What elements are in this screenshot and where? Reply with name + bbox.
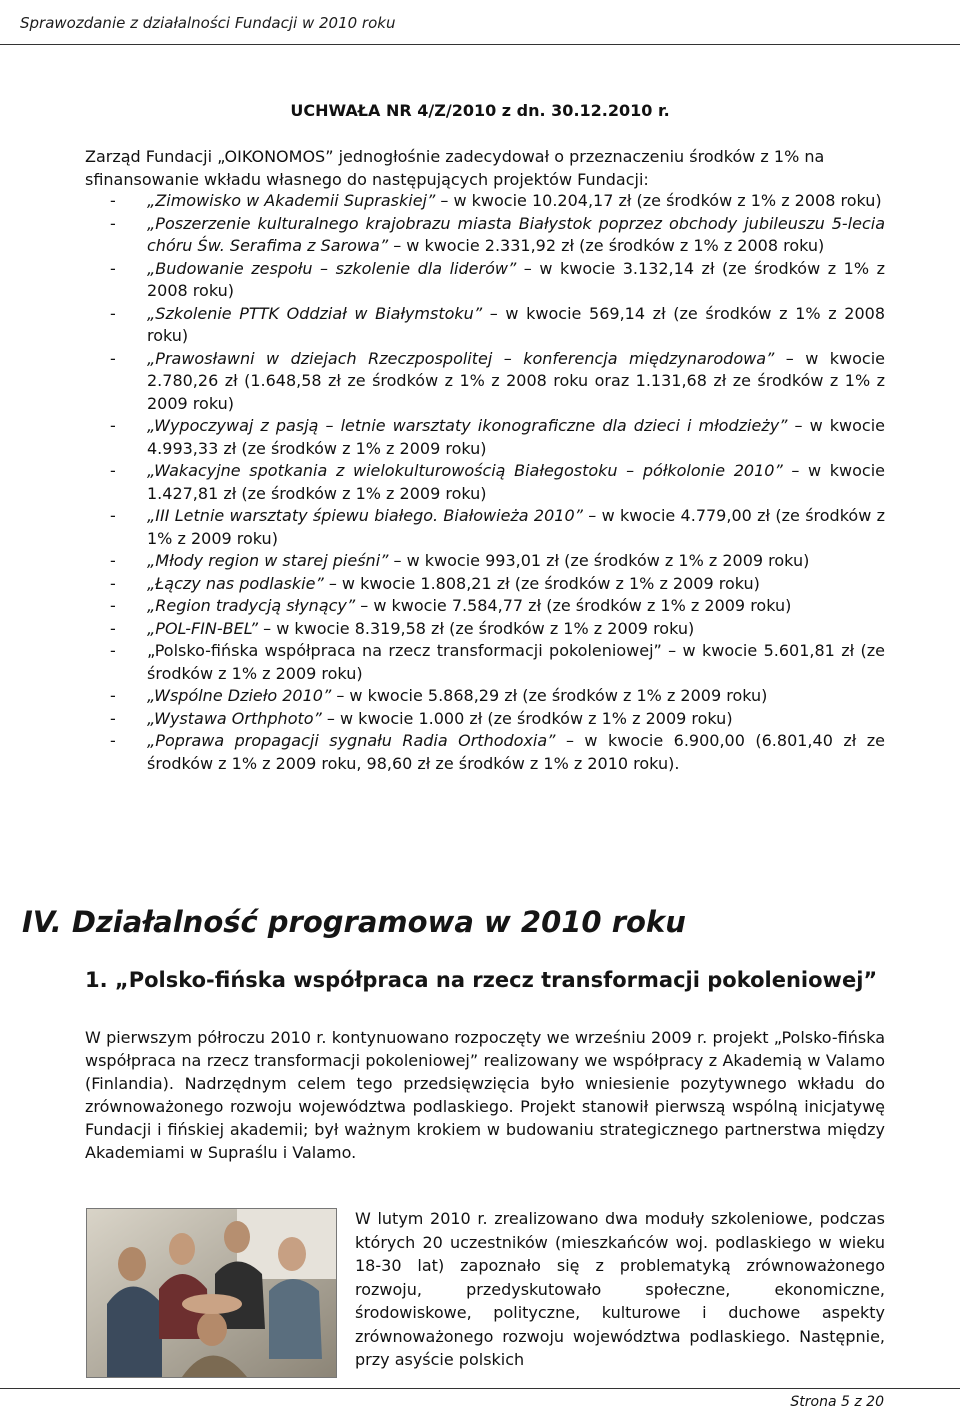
project-details: – w kwocie 1.808,21 zł (ze środków z 1% z 2009 roku) bbox=[323, 573, 760, 593]
list-dash: - bbox=[110, 461, 116, 480]
list-item bbox=[110, 190, 885, 213]
list-dash: - bbox=[110, 551, 116, 570]
footer-divider bbox=[0, 1388, 960, 1389]
project-name: „POL-FIN-BEL” bbox=[147, 618, 259, 638]
project-name: „Łączy nas podlaskie” bbox=[147, 573, 324, 593]
project-name: „Wspólne Dzieło 2010” bbox=[147, 686, 332, 705]
project-name: „Polsko-fińska współpraca na rzecz transformacji pokoleniowej” bbox=[147, 641, 662, 660]
list-dash: - bbox=[110, 686, 116, 705]
project-name: „Prawosławni w dziejach Rzeczpospolitej – konferencja międzynarodowa” bbox=[147, 348, 775, 368]
subsection-title: 1. „Polsko-fińska współpraca na rzecz transformacji pokoleniowej” bbox=[85, 968, 878, 992]
list-dash: - bbox=[110, 416, 116, 435]
list-item bbox=[110, 730, 885, 775]
list-dash: - bbox=[110, 618, 116, 638]
list-dash: - bbox=[110, 573, 116, 593]
running-header: Sprawozdanie z działalności Fundacji w 2010 roku bbox=[20, 14, 396, 32]
list-item bbox=[110, 348, 885, 416]
project-details: – w kwocie 1.000 zł (ze środków z 1% z 2009 roku) bbox=[321, 708, 733, 728]
project-name: „III Letnie warsztaty śpiewu białego. Białowieża 2010” bbox=[147, 506, 583, 525]
list-item bbox=[110, 618, 885, 641]
list-dash: - bbox=[110, 213, 116, 233]
project-name: „Poszerzenie kulturalnego krajobrazu miasta Białystok poprzez obchody jubileuszu 5-lecia chóru Św. Serafima z Sarowa” bbox=[147, 213, 885, 255]
project-details: – w kwocie 2.331,92 zł (ze środków z 1% z 2008 roku) bbox=[388, 236, 825, 255]
project-details: – w kwocie 5.601,81 zł (ze środków z 1% z 2009 roku) bbox=[147, 641, 885, 683]
page-number: Strona 5 z 20 bbox=[790, 1394, 884, 1410]
project-name: „Budowanie zespołu – szkolenie dla liderów” bbox=[147, 258, 517, 278]
project-details: – w kwocie 569,14 zł (ze środków z 1% z 2008 roku) bbox=[147, 303, 885, 345]
list-dash: - bbox=[110, 596, 116, 615]
project-name: „Wystawa Orthphoto” bbox=[147, 708, 322, 728]
list-dash: - bbox=[110, 641, 116, 660]
resolution-title: UCHWAŁA NR 4/Z/2010 z dn. 30.12.2010 r. bbox=[290, 101, 670, 120]
list-item bbox=[110, 550, 885, 573]
project-details: – w kwocie 10.204,17 zł (ze środków z 1% z 2008 roku) bbox=[435, 191, 882, 210]
list-item bbox=[110, 213, 885, 258]
project-details: – w kwocie 3.132,14 zł (ze środków z 1% z 2008 roku) bbox=[147, 258, 885, 300]
project-name: „Poprawa propagacji sygnału Radia Orthodoxia” bbox=[147, 731, 556, 750]
project-name: „Wypoczywaj z pasją – letnie warsztaty ikonograficzne dla dzieci i młodzieży” bbox=[147, 416, 788, 435]
list-item bbox=[110, 595, 885, 618]
project-details: – w kwocie 5.868,29 zł (ze środków z 1% z 2009 roku) bbox=[331, 686, 768, 705]
project-details: – w kwocie 1.427,81 zł (ze środków z 1% z 2009 roku) bbox=[147, 461, 885, 503]
project-details: – w kwocie 4.779,00 zł (ze środków z 1% z 2009 roku) bbox=[147, 506, 886, 548]
header-divider bbox=[0, 44, 960, 45]
workshop-photo bbox=[86, 1208, 337, 1378]
project-details: – w kwocie 4.993,33 zł (ze środków z 1% z 2009 roku) bbox=[147, 416, 885, 458]
list-dash: - bbox=[110, 708, 116, 728]
body-paragraph: W lutym 2010 r. zrealizowano dwa moduły szkoleniowe, podczas których 20 uczestników (mieszkańców woj. podlaskiego w wieku 18-30 lat) zapoznało się z problematyką zrównoważonego rozwoju, przedyskutowało społeczne, ekonomiczne, środowiskowe, polityczne, kulturowe i duchowe aspekty zrównoważonego rozwoju województwa podlaskiego. Następnie, przy asyście polskich bbox=[355, 1209, 885, 1369]
list-item bbox=[110, 685, 885, 708]
list-dash: - bbox=[110, 506, 116, 525]
list-dash: - bbox=[110, 258, 116, 278]
list-item bbox=[110, 460, 885, 505]
list-item bbox=[110, 573, 885, 596]
list-dash: - bbox=[110, 348, 116, 368]
list-dash: - bbox=[110, 303, 116, 323]
project-name: „Region tradycją słynący” bbox=[147, 596, 356, 615]
list-item bbox=[110, 640, 885, 685]
project-details: – w kwocie 8.319,58 zł (ze środków z 1% z 2009 roku) bbox=[258, 618, 695, 638]
list-item bbox=[110, 415, 885, 460]
project-details: – w kwocie 6.900,00 (6.801,40 zł ze środków z 1% z 2009 roku, 98,60 zł ze środków z 1% z 2010 roku). bbox=[147, 731, 885, 773]
list-item bbox=[110, 258, 885, 303]
list-item bbox=[110, 303, 885, 348]
project-details: – w kwocie 7.584,77 zł (ze środków z 1% z 2009 roku) bbox=[355, 596, 792, 615]
list-item bbox=[110, 505, 885, 550]
project-name: „Młody region w starej pieśni” bbox=[147, 551, 389, 570]
section-title: IV. Działalność programowa w 2010 roku bbox=[22, 905, 686, 939]
list-dash: - bbox=[110, 191, 116, 210]
project-details: – w kwocie 993,01 zł (ze środków z 1% z 2009 roku) bbox=[388, 551, 810, 570]
project-details: – w kwocie 2.780,26 zł (1.648,58 zł ze środków z 1% z 2008 roku oraz 1.131,68 zł ze środków z 1% z 2009 roku) bbox=[147, 348, 885, 413]
project-name: „Zimowisko w Akademii Supraskiej” bbox=[147, 191, 436, 210]
body-paragraph: W pierwszym półroczu 2010 r. kontynuowano rozpoczęty we wrześniu 2009 r. projekt „Polsko-fińska współpraca na rzecz transformacji pokoleniowej” realizowany we współpracy z Akademią w Valamo (Finlandia). Nadrzędnym celem tego przedsięwzięcia było wniesienie pozytywnego wkładu do zrównoważonego rozwoju województwa podlaskiego. Projekt stanowił pierwszą wspólną inicjatywę Fundacji i fińskiej akademii; był ważnym krokiem w budowaniu strategicznego partnerstwa między Akademiami w Supraślu i Valamo. bbox=[85, 1028, 885, 1162]
project-name: „Szkolenie PTTK Oddział w Białymstoku” bbox=[147, 303, 483, 323]
project-list bbox=[110, 190, 885, 775]
list-dash: - bbox=[110, 731, 116, 750]
project-name: „Wakacyjne spotkania z wielokulturowością Białegostoku – półkolonie 2010” bbox=[147, 461, 783, 480]
resolution-intro: Zarząd Fundacji „OIKONOMOS” jednogłośnie zadecydował o przeznaczeniu środków z 1% na sfinansowanie wkładu własnego do następujących projektów Fundacji: bbox=[85, 147, 825, 189]
list-item bbox=[110, 708, 885, 731]
